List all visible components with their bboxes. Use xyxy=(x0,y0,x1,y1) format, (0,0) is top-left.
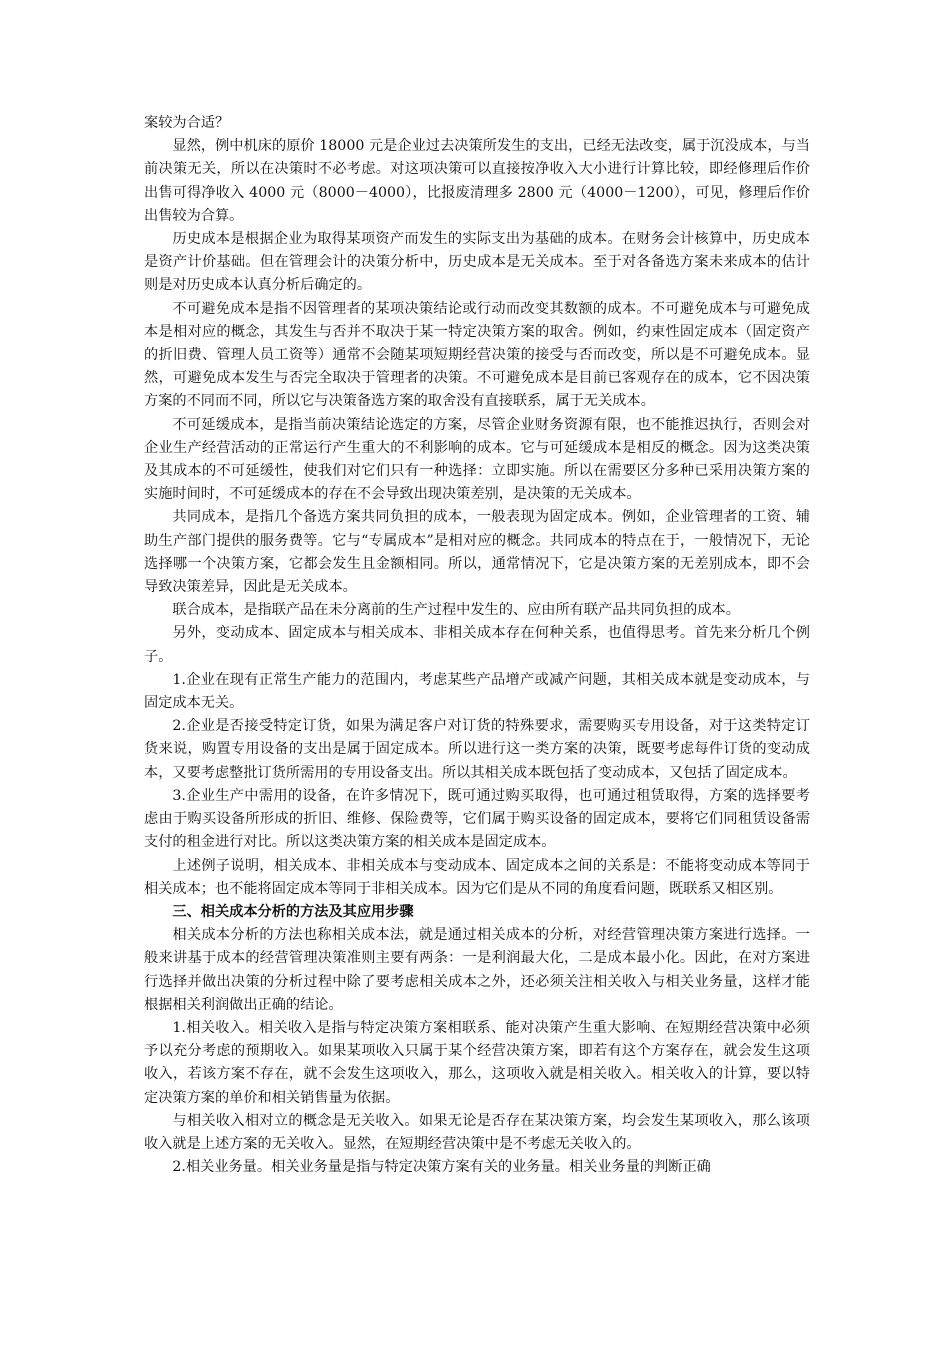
paragraph: 历史成本是根据企业为取得某项资产而发生的实际支出为基础的成本。在财务会计核算中，历史成本是资产计价基础。但在管理会计的决策分析中，历史成本是无关成本。至于对各备选方案未来成本的估计则是对历史成本认真分析后确定的。 xyxy=(144,231,810,294)
list-item: 1.企业在现有正常生产能力的范围内，考虑某些产品增产或减产问题，其相关成本就是变动成本，与固定成本无关。 xyxy=(144,671,810,712)
paragraph: 不可避免成本是指不因管理者的某项决策结论或行动而改变其数额的成本。不可避免成本与可避免成本是相对应的概念，其发生与否并不取决于某一特定决策方案的取舍。例如，约束性固定成本（固定资产的折旧费、管理人员工资等）通常不会随某项短期经营决策的接受与否而改变，所以是不可避免成本。显然，可避免成本发生与否完全取决于管理者的决策。不可避免成本是目前已客观存在的成本，它不因决策方案的不同而不同，所以它与决策备选方案的取舍没有直接联系，属于无关成本。 xyxy=(144,300,810,410)
list-item: 1.相关收入。相关收入是指与特定决策方案相联系、能对决策产生重大影响、在短期经营决策中必须予以充分考虑的预期收入。如果某项收入只属于某个经营决策方案，即若有这个方案存在，就会发生这项收入，若该方案不存在，就不会发生这项收入，那么，这项收入就是相关收入。相关收入的计算，要以特定决策方案的单价和相关销售量为依据。 xyxy=(144,1019,810,1106)
paragraph: 显然，例中机床的原价 18000 元是企业过去决策所发生的支出，已经无法改变，属于沉没成本，与当前决策无关，所以在决策时不必考虑。对这项决策可以直接按净收入大小进行计算比较，即经修理后作价出售可得净收入 4000 元（8000－4000），比报废清理多 2800 元（4000－1200），可见，修理后作价出售较为合算。 xyxy=(144,138,810,224)
paragraph: 不可延缓成本，是指当前决策结论选定的方案，尽管企业财务资源有限，也不能推迟执行，否则会对企业生产经营活动的正常运行产生重大的不利影响的成本。它与可延缓成本是相反的概念。因为这类决策及其成本的不可延缓性，使我们对它们只有一种选择：立即实施。所以在需要区分多种已采用决策方案的实施时间时，不可延缓成本的存在不会导致出现决策差别，是决策的无关成本。 xyxy=(144,416,810,503)
list-item: 2.相关业务量。相关业务量是指与特定决策方案有关的业务量。相关业务量的判断正确 xyxy=(172,1159,711,1176)
paragraph: 联合成本，是指联产品在未分离前的生产过程中发生的、应由所有联产品共同负担的成本。 xyxy=(172,602,740,619)
paragraph: 另外，变动成本、固定成本与相关成本、非相关成本存在何种关系，也值得思考。首先来分析几个例子。 xyxy=(144,625,810,665)
paragraph: 共同成本，是指几个备选方案共同负担的成本，一般表现为固定成本。例如，企业管理者的工资、辅助生产部门提供的服务费等。它与“专属成本”是相对应的概念。共同成本的特点在于，一般情况下，无论选择哪一个决策方案，它都会发生且金额相同。所以，通常情况下，它是决策方案的无差别成本，即不会导致决策差异，因此是无关成本。 xyxy=(144,509,810,596)
paragraph: 相关成本分析的方法也称相关成本法，就是通过相关成本的分析，对经营管理决策方案进行选择。一般来讲基于成本的经营管理决策准则主要有两条：一是利润最大化，二是成本最小化。因此，在对方案进行选择并做出决策的分析过程中除了要考虑相关成本之外，还必须关注相关收入与相关业务量，这样才能根据相关利润做出正确的结论。 xyxy=(144,927,810,1013)
paragraph: 案较为合适？ xyxy=(144,115,230,131)
list-item: 2.企业是否接受特定订货，如果为满足客户对订货的特殊要求，需要购买专用设备，对于这类特定订货来说，购置专用设备的支出是属于固定成本。所以进行这一类方案的决策，既要考虑每件订货的变动成本，又要考虑整批订货所需用的专用设备支出。所以其相关成本既包括了变动成本，又包括了固定成本。 xyxy=(144,718,810,781)
list-item: 3.企业生产中需用的设备，在许多情况下，既可通过购买取得，也可通过租赁取得，方案的选择要考虑由于购买设备所形成的折旧、维修、保险费等，它们属于购买设备的固定成本，要将它们同租赁设备需支付的租金进行对比。所以这类决策方案的相关成本是固定成本。 xyxy=(144,787,810,851)
section-heading: 三、相关成本分析的方法及其应用步骤 xyxy=(172,903,414,920)
paragraph: 上述例子说明，相关成本、非相关成本与变动成本、固定成本之间的关系是：不能将变动成本等同于相关成本；也不能将固定成本等同于非相关成本。因为它们是从不同的角度看问题，既联系又相区别。 xyxy=(144,857,810,897)
paragraph: 与相关收入相对立的概念是无关收入。如果无论是否存在某决策方案，均会发生某项收入，那么该项收入就是上述方案的无关收入。显然，在短期经营决策中是不考虑无关收入的。 xyxy=(144,1112,810,1152)
document-body xyxy=(144,112,810,1179)
